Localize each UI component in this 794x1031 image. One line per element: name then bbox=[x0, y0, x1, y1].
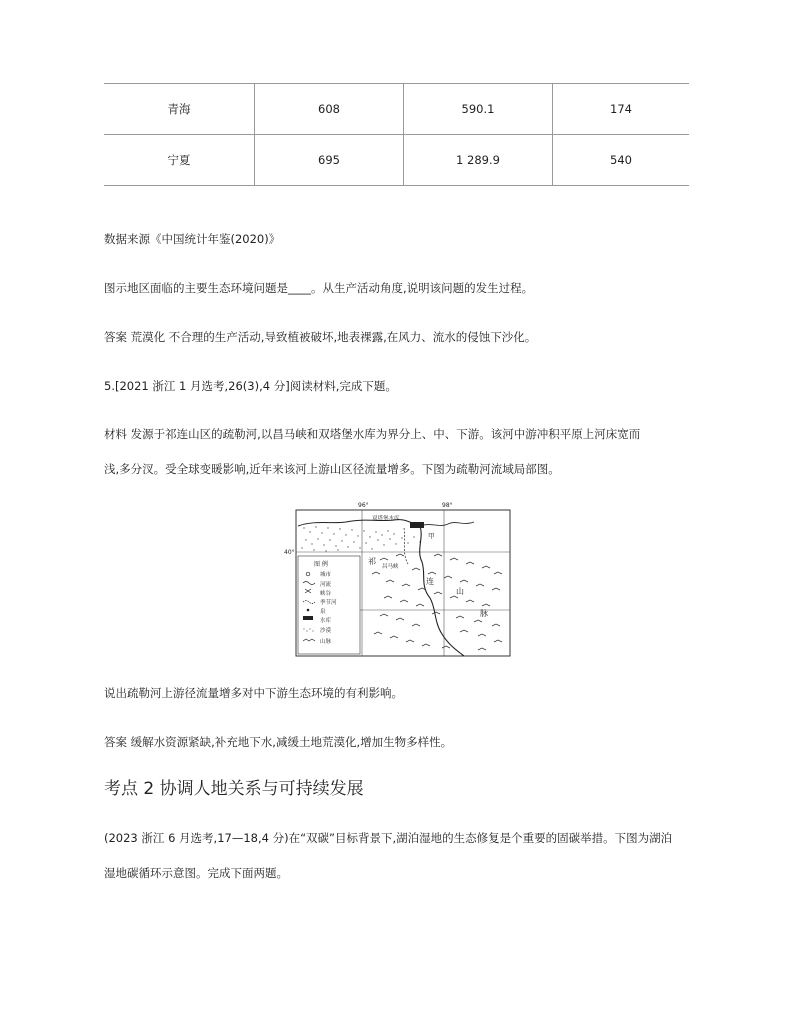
range-char-1: 祁 bbox=[368, 557, 376, 566]
table-cell: 590.1 bbox=[404, 84, 553, 135]
shule-river-map bbox=[284, 498, 514, 660]
point-jia-label: 甲 bbox=[428, 532, 435, 540]
section-heading: 考点 2 协调人地关系与可持续发展 bbox=[104, 779, 364, 799]
table-cell: 174 bbox=[553, 84, 690, 135]
table-cell: 608 bbox=[255, 84, 404, 135]
reservoir-icon bbox=[410, 522, 424, 528]
question-4-answer: 答案 荒漠化 不合理的生产活动,导致植被破坏,地表裸露,在风力、流水的侵蚀下沙化。 bbox=[104, 330, 537, 344]
river-main bbox=[298, 520, 420, 526]
data-table bbox=[104, 83, 689, 186]
legend-label-reservoir: 水库 bbox=[320, 618, 332, 624]
legend-label-desert: 沙漠 bbox=[320, 628, 332, 634]
table-cell: 540 bbox=[553, 135, 690, 186]
material-line-1: 材料 发源于祁连山区的疏勒河,以昌马峡和双塔堡水库为界分上、中、下游。该河中游冲积平原上河床宽而 bbox=[104, 427, 641, 441]
river-branch bbox=[420, 522, 474, 526]
legend-title: 图 例 bbox=[314, 561, 328, 568]
legend-reservoir-symbol bbox=[303, 616, 313, 620]
legend-label-spring: 泉 bbox=[320, 609, 326, 615]
legend-spring-symbol bbox=[307, 609, 310, 612]
section-intro-line-1: (2023 浙江 6 月选考,17—18,4 分)在“双碳”目标背景下,湖泊湿地的生态修复是个重要的固碳举措。下图为湖泊 bbox=[104, 831, 673, 845]
table-cell: 青海 bbox=[104, 84, 255, 135]
gorge-label: 昌马峡 bbox=[382, 564, 399, 570]
range-char-2: 连 bbox=[426, 577, 434, 586]
legend-label-seasonal: 季节河 bbox=[320, 600, 337, 606]
material-line-2: 浅,多分汊。受全球变暖影响,近年来该河上游山区径流量增多。下图为疏勒河流域局部图。 bbox=[104, 462, 560, 476]
lat-40-label: 40° bbox=[284, 549, 295, 556]
question-4-prompt: 图示地区面临的主要生态环境问题是____。从生产活动角度,说明该问题的发生过程。 bbox=[104, 281, 534, 295]
table-cell: 695 bbox=[255, 135, 404, 186]
reservoir-label: 双塔堡水库 bbox=[372, 516, 400, 522]
range-char-3: 山 bbox=[456, 587, 464, 596]
lon-96-label: 96° bbox=[358, 502, 369, 509]
question-5-header: 5.[2021 浙江 1 月选考,26(3),4 分]阅读材料,完成下题。 bbox=[104, 379, 397, 393]
question-5-prompt: 说出疏勒河上游径流量增多对中下游生态环境的有利影响。 bbox=[104, 686, 403, 700]
map-svg bbox=[284, 498, 514, 660]
table-row bbox=[104, 135, 689, 186]
range-char-4: 脉 bbox=[480, 609, 488, 618]
seasonal-river bbox=[404, 528, 408, 564]
section-intro-line-2: 湿地碳循环示意图。完成下面两题。 bbox=[104, 866, 288, 880]
lon-98-label: 98° bbox=[442, 502, 453, 509]
source-note: 数据来源《中国统计年鉴(2020)》 bbox=[104, 232, 281, 246]
table-row bbox=[104, 84, 689, 135]
legend-label-river: 河流 bbox=[320, 582, 332, 588]
legend-label-mountain: 山脉 bbox=[320, 639, 332, 645]
question-5-answer: 答案 缓解水资源紧缺,补充地下水,减缓土地荒漠化,增加生物多样性。 bbox=[104, 735, 453, 749]
table-cell: 1 289.9 bbox=[404, 135, 553, 186]
desert-area bbox=[301, 526, 420, 551]
table-cell: 宁夏 bbox=[104, 135, 255, 186]
legend-label-gorge: 峡谷 bbox=[320, 591, 332, 597]
legend-label-city: 城市 bbox=[320, 572, 332, 578]
